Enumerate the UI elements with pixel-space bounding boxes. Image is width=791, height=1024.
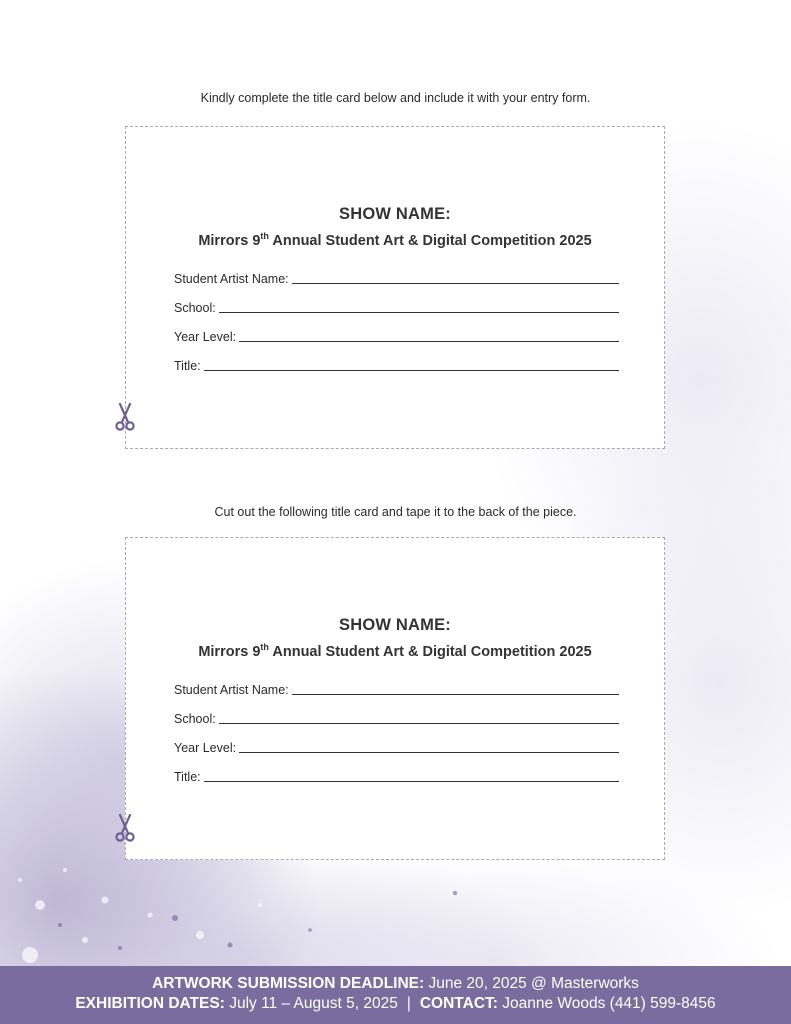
- ordinal-suffix: th: [260, 642, 269, 652]
- competition-title: [126, 231, 664, 249]
- dates-contact-line: [0, 994, 791, 1014]
- title-field[interactable]: [174, 355, 619, 373]
- competition-title-prefix: Mirrors 9: [198, 233, 261, 249]
- write-line: [219, 312, 619, 313]
- write-line: [239, 752, 619, 753]
- exhibition-dates-label: EXHIBITION DATES:: [75, 995, 225, 1012]
- year-level-label: Year Level:: [174, 330, 237, 344]
- school-field[interactable]: [174, 708, 619, 726]
- instruction-complete-card: Kindly complete the title card below and include it with your entry form.: [200, 91, 591, 105]
- title-field[interactable]: [174, 766, 619, 784]
- instruction-cut-card: Cut out the following title card and tape it to the back of the piece.: [214, 505, 577, 519]
- title-label: Title:: [174, 359, 201, 373]
- deadline-label: ARTWORK SUBMISSION DEADLINE:: [152, 975, 425, 992]
- write-line: [239, 341, 619, 342]
- write-line: [219, 723, 619, 724]
- deadline-line: [0, 974, 791, 994]
- title-card-1: [125, 126, 665, 449]
- contact-label: CONTACT:: [419, 995, 498, 1012]
- competition-title: [126, 642, 664, 660]
- school-field[interactable]: [174, 297, 619, 315]
- title-card-2: [125, 537, 665, 860]
- competition-title-suffix: Annual Student Art & Digital Competition 2025: [268, 233, 592, 249]
- student-artist-name-label: Student Artist Name:: [174, 683, 289, 697]
- contact-value: Joanne Woods (441) 599-8456: [497, 995, 716, 1012]
- exhibition-dates-value: July 11 – August 5, 2025: [224, 995, 398, 1012]
- year-level-label: Year Level:: [174, 741, 237, 755]
- footer-banner: [0, 966, 791, 1024]
- school-label: School:: [174, 301, 216, 315]
- write-line: [292, 283, 619, 284]
- competition-title-prefix: Mirrors 9: [198, 644, 261, 660]
- scissors-icon: [114, 402, 136, 432]
- year-level-field[interactable]: [174, 737, 619, 755]
- write-line: [204, 370, 619, 371]
- show-name-heading: SHOW NAME:: [339, 616, 451, 634]
- write-line: [204, 781, 619, 782]
- write-line: [292, 694, 619, 695]
- show-name-heading: SHOW NAME:: [339, 205, 451, 223]
- title-label: Title:: [174, 770, 201, 784]
- school-label: School:: [174, 712, 216, 726]
- year-level-field[interactable]: [174, 326, 619, 344]
- student-artist-name-label: Student Artist Name:: [174, 272, 289, 286]
- student-artist-name-field[interactable]: [174, 679, 619, 697]
- competition-title-suffix: Annual Student Art & Digital Competition 2025: [268, 644, 592, 660]
- ordinal-suffix: th: [260, 231, 269, 241]
- scissors-icon: [114, 813, 136, 843]
- deadline-value: June 20, 2025 @ Masterworks: [424, 975, 639, 992]
- student-artist-name-field[interactable]: [174, 268, 619, 286]
- footer-separator: |: [406, 995, 411, 1012]
